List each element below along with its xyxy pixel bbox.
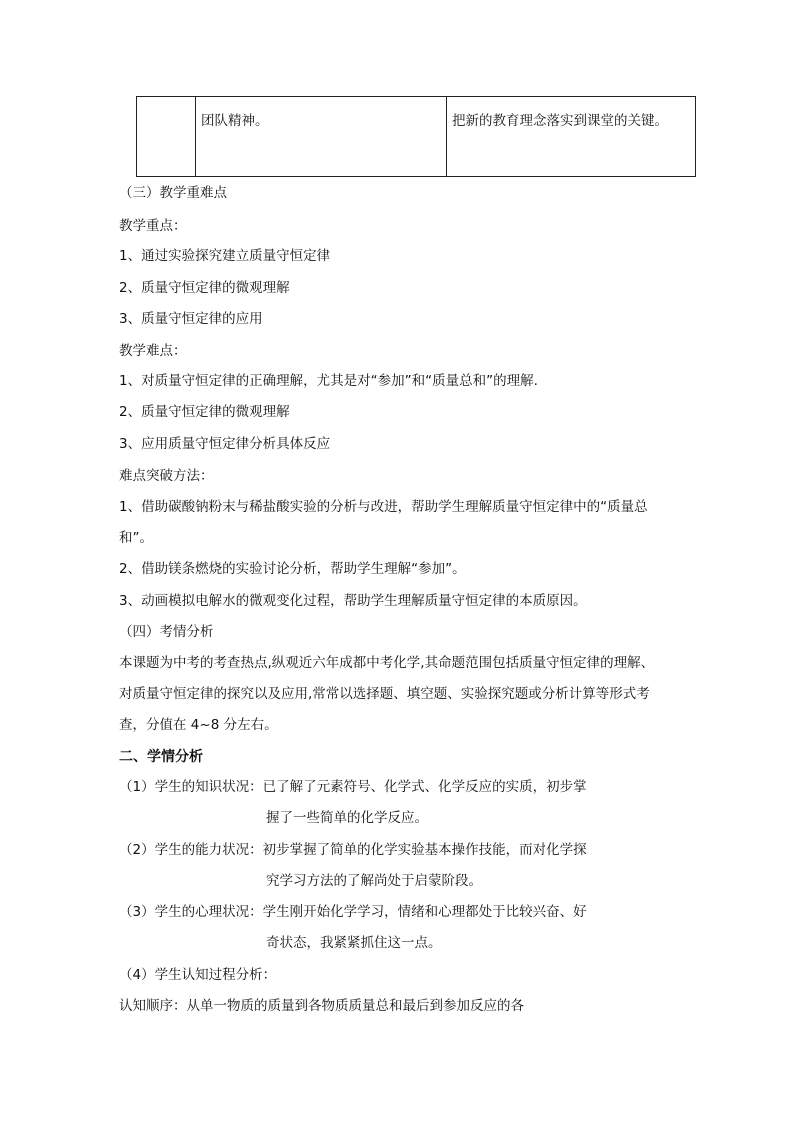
method-1-line-2: 和”。 xyxy=(119,530,153,546)
section-heading-student-analysis: 二、学情分析 xyxy=(119,749,203,765)
difficult-point-2: 2、质量守恒定律的微观理解 xyxy=(119,404,290,420)
exam-analysis-line-3: 查，分值在 4~8 分左右。 xyxy=(119,717,278,733)
section-heading-key-difficult-points: （三）教学重难点 xyxy=(119,185,227,201)
section-heading-exam-analysis: （四）考情分析 xyxy=(119,624,214,640)
method-3: 3、动画模拟电解水的微观变化过程，帮助学生理解质量守恒定律的本质原因。 xyxy=(119,593,587,609)
table-cell-1 xyxy=(137,97,196,177)
student-psychology-line-1: （3）学生的心理状况：学生刚开始化学学习，情绪和心理都处于比较兴奋、好 xyxy=(119,904,587,920)
key-point-2: 2、质量守恒定律的微观理解 xyxy=(119,280,290,296)
student-ability-line-2: 究学习方法的了解尚处于启蒙阶段。 xyxy=(266,873,482,889)
subheading-difficult-points: 教学难点： xyxy=(119,343,187,359)
student-knowledge-line-2: 握了一些简单的化学反应。 xyxy=(266,810,428,826)
table-row xyxy=(137,97,696,177)
subheading-key-points: 教学重点： xyxy=(119,218,187,234)
student-ability-line-1: （2）学生的能力状况：初步掌握了简单的化学实验基本操作技能，而对化学探 xyxy=(119,842,587,858)
continuation-table xyxy=(136,96,696,177)
key-point-3: 3、质量守恒定律的应用 xyxy=(119,311,263,327)
difficult-point-3: 3、应用质量守恒定律分析具体反应 xyxy=(119,436,331,452)
exam-analysis-line-1: 本课题为中考的考查热点,纵观近六年成都中考化学,其命题范围包括质量守恒定律的理解、 xyxy=(119,655,655,671)
key-point-1: 1、通过实验探究建立质量守恒定律 xyxy=(119,248,331,264)
table-cell-2: 团队精神。 xyxy=(196,97,447,177)
student-cognition-heading: （4）学生认知过程分析： xyxy=(119,967,277,983)
student-psychology-line-2: 奇状态，我紧紧抓住这一点。 xyxy=(266,935,442,951)
student-knowledge-line-1: （1）学生的知识状况：已了解了元素符号、化学式、化学反应的实质，初步掌 xyxy=(119,779,587,795)
difficult-point-1: 1、对质量守恒定律的正确理解，尤其是对“参加”和“质量总和”的理解. xyxy=(119,373,538,389)
exam-analysis-line-2: 对质量守恒定律的探究以及应用,常常以选择题、填空题、实验探究题或分析计算等形式考 xyxy=(119,686,650,702)
table-cell-3: 把新的教育理念落实到课堂的关键。 xyxy=(447,97,696,177)
method-1-line-1: 1、借助碳酸钠粉末与稀盐酸实验的分析与改进，帮助学生理解质量守恒定律中的“质量总 xyxy=(119,499,648,515)
cognition-order: 认知顺序：从单一物质的质量到各物质质量总和最后到参加反应的各 xyxy=(119,998,524,1014)
method-2: 2、借助镁条燃烧的实验讨论分析，帮助学生理解“参加”。 xyxy=(119,561,466,577)
subheading-breakthrough-methods: 难点突破方法： xyxy=(119,468,214,484)
